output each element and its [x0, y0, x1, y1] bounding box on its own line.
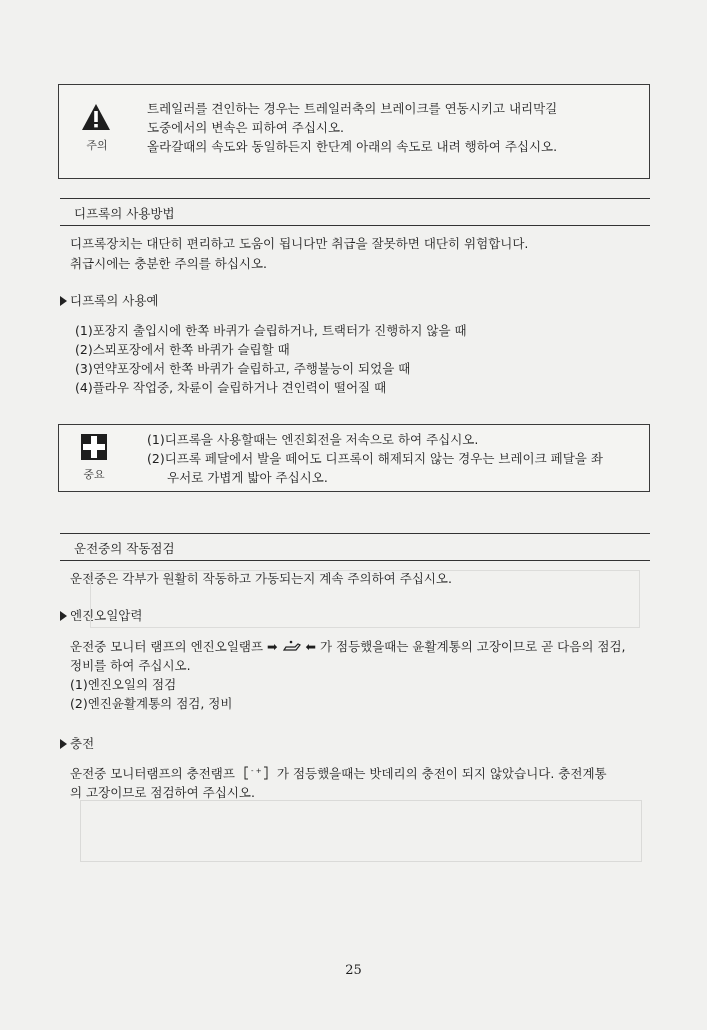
warning-line-2: 도중에서의 변속은 피하여 주십시오.	[147, 120, 345, 135]
important-cross-icon	[81, 434, 107, 460]
usage-item-3: (3)연약포장에서 한쪽 바퀴가 슬립하고, 주행불능이 되었을 때	[75, 361, 411, 376]
operation-check-intro: 운전중은 각부가 원활히 작동하고 가동되는지 계속 주의하여 주십시오.	[70, 571, 452, 586]
charge-title: 충전	[70, 736, 95, 751]
warning-box	[58, 84, 650, 179]
bullet-triangle-icon	[60, 739, 67, 749]
charge-text-a: 운전중 모니터램프의 충전램프	[70, 766, 235, 781]
charge-text-c: 의 고장이므로 점검하여 주십시오.	[70, 785, 255, 800]
bullet-triangle-icon	[60, 611, 67, 621]
oil-text-b: 가 점등했을때는 윤활계통의 고장이므로 곧 다음의 점검,	[319, 639, 626, 654]
charge-text-line-1	[70, 764, 607, 782]
oil-text-c: 정비를 하여 주십시오.	[70, 658, 191, 673]
oil-lamp-icon	[282, 639, 302, 653]
section-title-difflock: 디프록의 사용방법	[74, 206, 175, 221]
charge-text-b: 가 점등했을때는 밧데리의 충전이 되지 않았습니다. 충전계통	[276, 766, 607, 781]
important-line-3: 우서로 가볍게 밟아 주십시오.	[167, 470, 328, 485]
warning-line-3: 올라갈때의 속도와 동일하든지 한단계 아래의 속도로 내려 행하여 주십시오.	[147, 139, 558, 154]
charge-heading	[60, 734, 94, 752]
bleed-through-box	[90, 570, 640, 628]
page-number: 25	[345, 963, 362, 978]
warning-line-1: 트레일러를 견인하는 경우는 트레일러축의 브레이크를 연동시키고 내리막길	[147, 101, 558, 116]
important-box	[58, 424, 650, 492]
usage-heading	[60, 291, 159, 309]
battery-lamp-icon	[243, 766, 269, 780]
difflock-intro-1: 디프록장치는 대단히 편리하고 도움이 됩니다만 취급을 잘못하면 대단히 위험합니다.	[70, 236, 529, 251]
important-label: 중요	[83, 468, 105, 481]
bullet-triangle-icon	[60, 296, 67, 306]
section-title-operation-check: 운전중의 작동점검	[74, 541, 175, 556]
important-line-2: (2)디프록 페달에서 발을 떼어도 디프록이 해제되지 않는 경우는 브레이크 페달을 좌	[147, 451, 603, 466]
important-line-1: (1)디프록을 사용할때는 엔진회전을 저속으로 하여 주십시오.	[147, 432, 479, 447]
usage-item-4: (4)플라우 작업중, 차륜이 슬립하거나 견인력이 떨어질 때	[75, 380, 387, 395]
usage-item-2: (2)스뫼포장에서 한쪽 바퀴가 슬립할 때	[75, 342, 290, 357]
arrow-right-icon: ➡	[267, 639, 278, 654]
oil-item-1: (1)엔진오일의 점검	[70, 677, 177, 692]
warning-triangle-icon	[81, 103, 111, 131]
usage-item-1: (1)포장지 출입시에 한쪽 바퀴가 슬립하거나, 트랙터가 진행하지 않을 때	[75, 323, 467, 338]
oil-item-2: (2)엔진윤활계통의 점검, 정비	[70, 696, 233, 711]
oil-title: 엔진오일압력	[70, 608, 143, 623]
section-heading-difflock	[60, 198, 650, 226]
warning-label: 주의	[86, 139, 108, 152]
svg-text:- +: - +	[250, 767, 262, 775]
oil-text-a: 운전중 모니터 램프의 엔진오일램프	[70, 639, 264, 654]
difflock-intro-2: 취급시에는 충분한 주의를 하십시오.	[70, 256, 268, 271]
section-heading-operation-check	[60, 533, 650, 561]
usage-title: 디프록의 사용예	[70, 293, 159, 308]
arrow-left-icon: ⬅	[305, 639, 316, 654]
bleed-through-box	[80, 800, 642, 862]
oil-text-line-1	[70, 637, 626, 655]
